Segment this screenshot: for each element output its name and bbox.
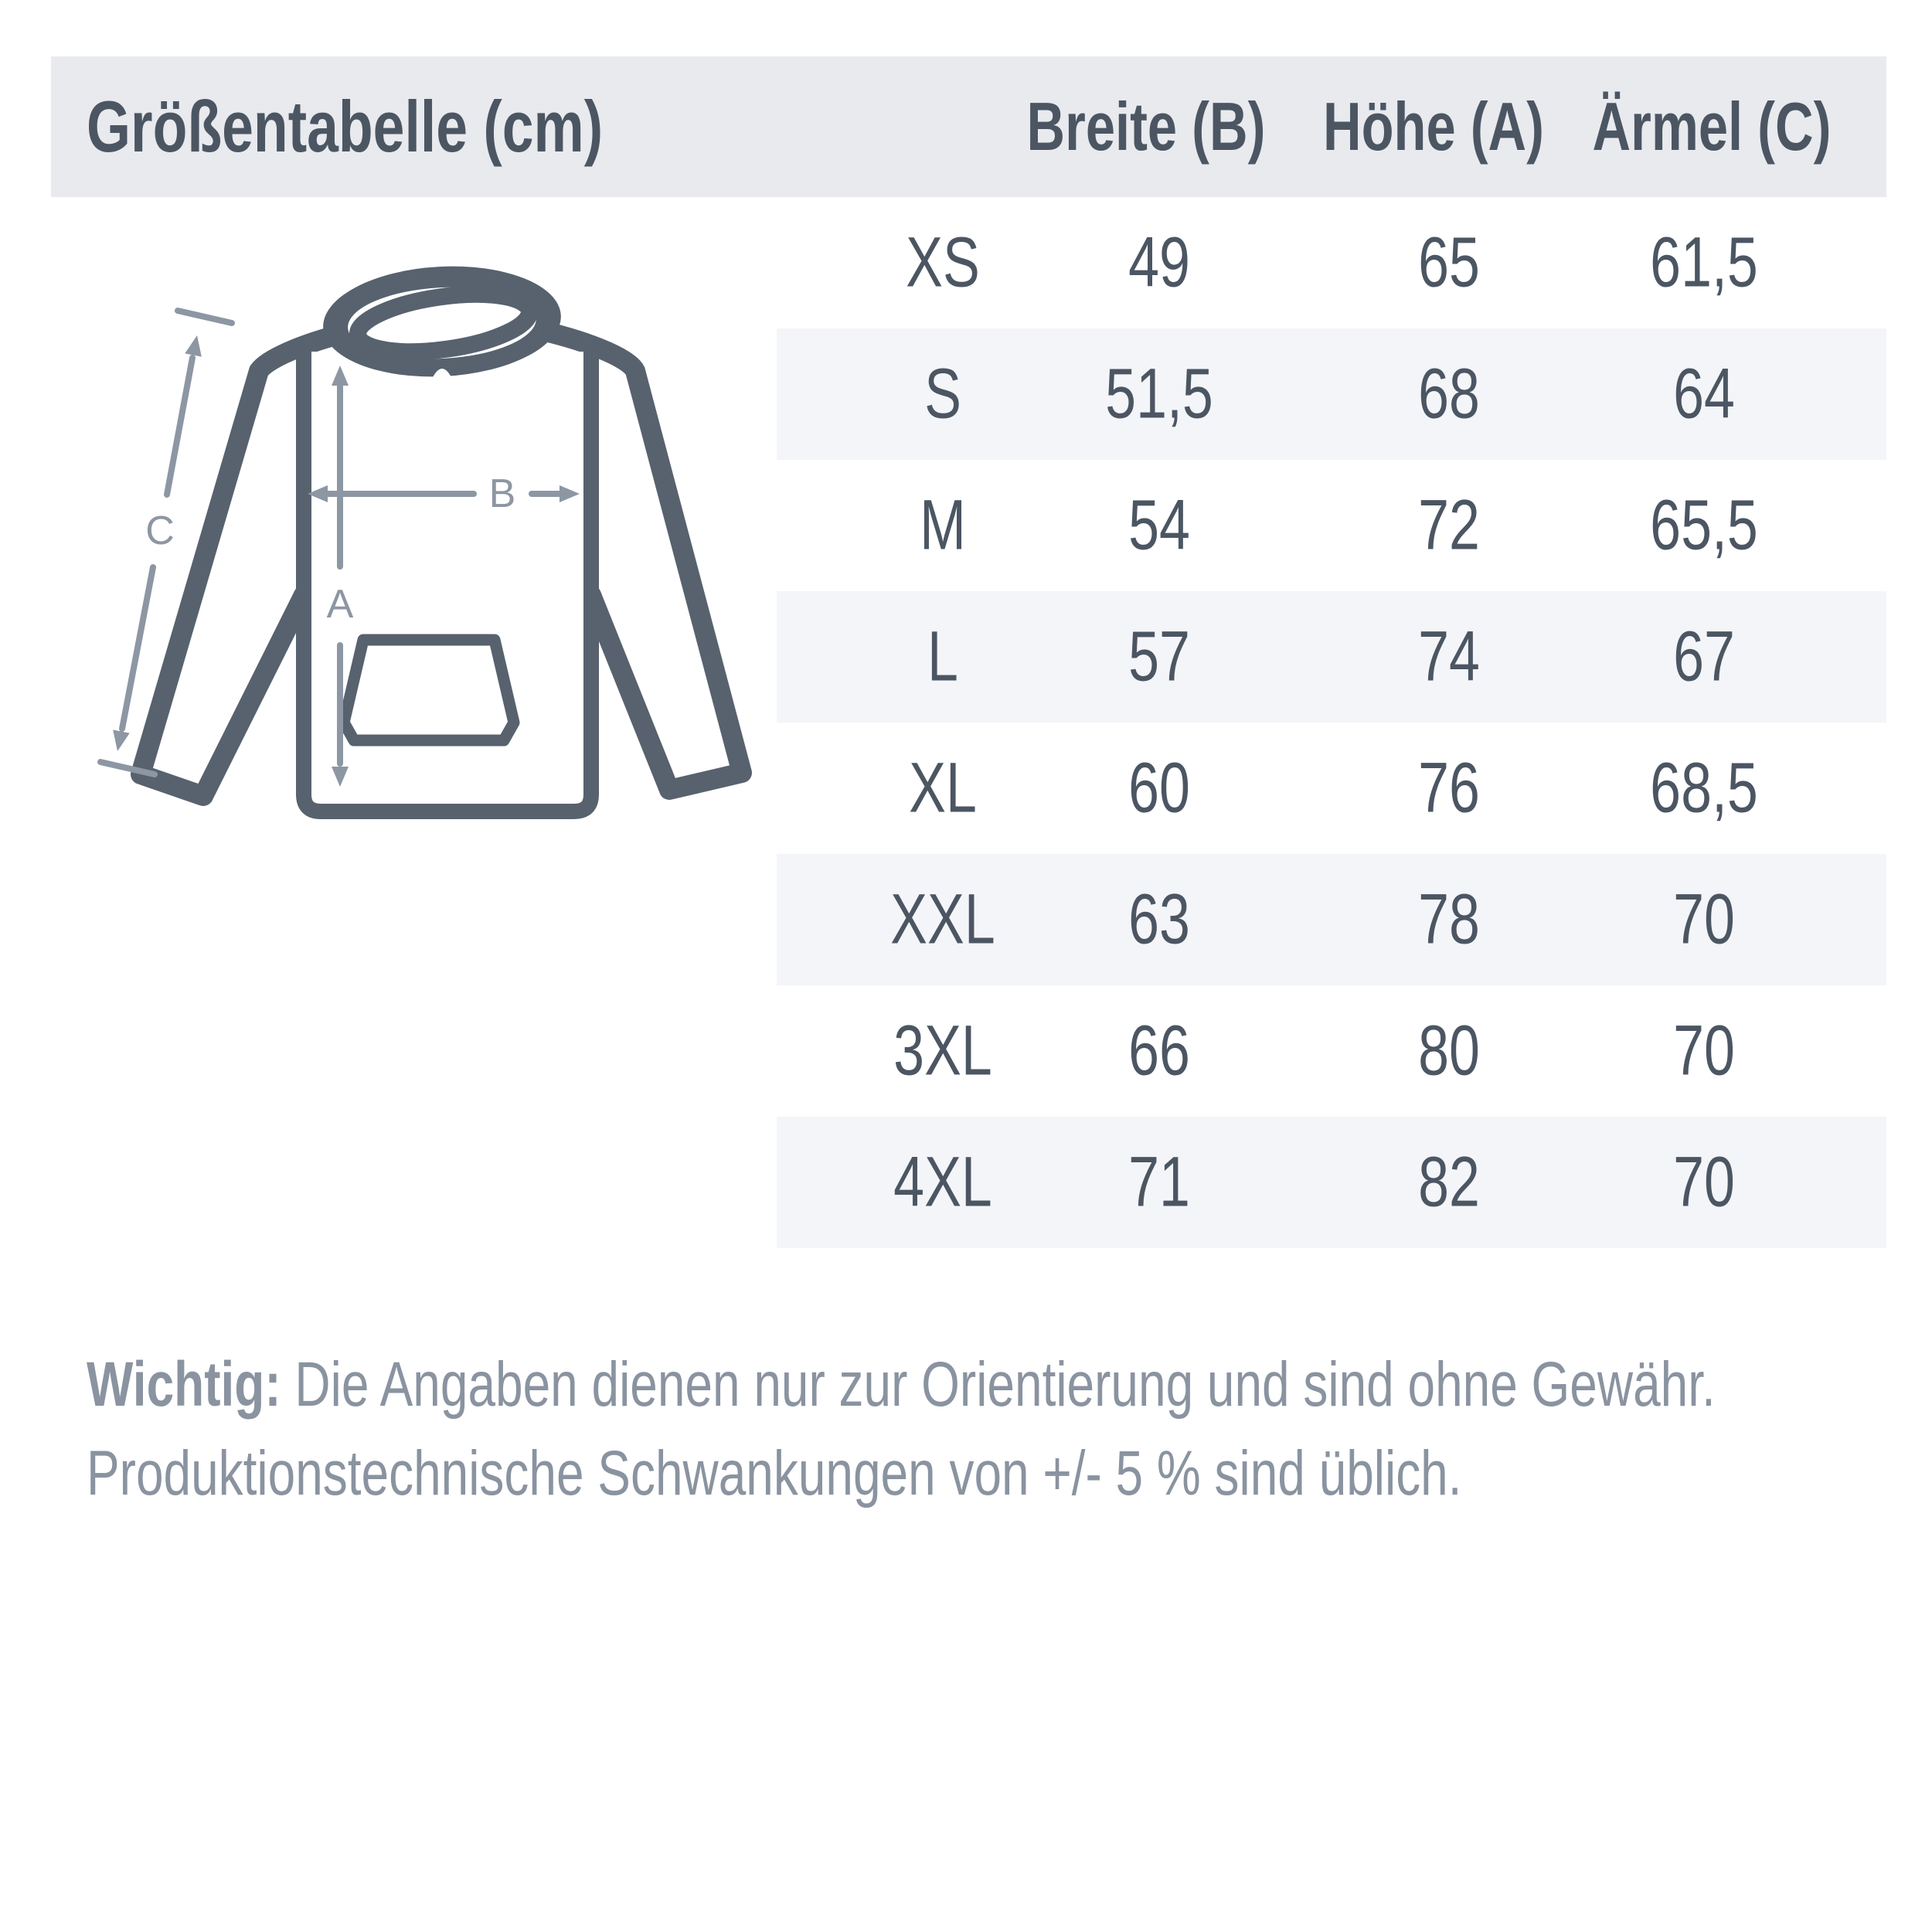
aermel-value: 67: [1673, 617, 1735, 696]
hoehe-value: 65: [1418, 223, 1480, 302]
table-row: [777, 985, 1886, 1117]
table-row: [777, 723, 1886, 854]
size-label: XS: [906, 223, 980, 302]
size-label: S: [924, 354, 961, 434]
table-row: [777, 1117, 1886, 1248]
aermel-value: 64: [1673, 354, 1735, 434]
disclaimer-text-line1: Die Angaben dienen nur zur Orientierung und sind ohne Gewähr.: [281, 1349, 1716, 1420]
disclaimer-lead: Wichtig:: [87, 1349, 281, 1420]
breite-value: 57: [1128, 617, 1190, 696]
dimension-label-b: B: [488, 471, 516, 516]
column-header-hoehe: Höhe (A): [1323, 88, 1544, 165]
hoehe-value: 72: [1418, 485, 1480, 565]
size-label: 3XL: [893, 1011, 992, 1090]
disclaimer-note: [87, 1340, 1932, 1518]
disclaimer-text-line2: Produktionstechnische Schwankungen von +/- 5 % sind üblich.: [87, 1438, 1462, 1509]
dimension-label-a: A: [326, 582, 354, 627]
hoehe-value: 76: [1418, 748, 1480, 828]
aermel-value: 68,5: [1650, 748, 1758, 828]
aermel-value: 70: [1673, 1011, 1735, 1090]
column-header-breite: Breite (B): [1026, 88, 1266, 165]
hoodie-pocket: [344, 640, 514, 740]
aermel-value: 70: [1673, 1142, 1735, 1222]
table-row: [777, 854, 1886, 985]
size-label: XL: [909, 748, 977, 828]
size-label: L: [927, 617, 958, 696]
hoehe-value: 74: [1418, 617, 1480, 696]
dimension-label-c: C: [145, 509, 175, 553]
hoehe-value: 80: [1418, 1011, 1480, 1090]
size-label: XXL: [890, 879, 995, 959]
breite-value: 51,5: [1105, 354, 1213, 434]
table-row: [777, 328, 1886, 460]
hoehe-value: 78: [1418, 879, 1480, 959]
page-title: Größentabelle (cm): [87, 86, 604, 167]
breite-value: 54: [1128, 485, 1190, 565]
size-label: M: [920, 485, 966, 565]
table-row: [777, 591, 1886, 723]
breite-value: 60: [1128, 748, 1190, 828]
breite-value: 49: [1128, 223, 1190, 302]
breite-value: 63: [1128, 879, 1190, 959]
breite-value: 66: [1128, 1011, 1190, 1090]
hoehe-value: 82: [1418, 1142, 1480, 1222]
table-row: [777, 460, 1886, 591]
size-table-rows: [777, 197, 1886, 1248]
hoodie-measurement-diagram: [46, 193, 819, 1043]
aermel-value: 70: [1673, 879, 1735, 959]
hoehe-value: 68: [1418, 354, 1480, 434]
size-label: 4XL: [893, 1142, 992, 1222]
table-row: [777, 197, 1886, 328]
table-header-bar: [51, 56, 1886, 197]
aermel-value: 61,5: [1650, 223, 1758, 302]
aermel-value: 65,5: [1650, 485, 1758, 565]
breite-value: 71: [1128, 1142, 1190, 1222]
column-header-aermel: Ärmel (C): [1592, 88, 1832, 165]
